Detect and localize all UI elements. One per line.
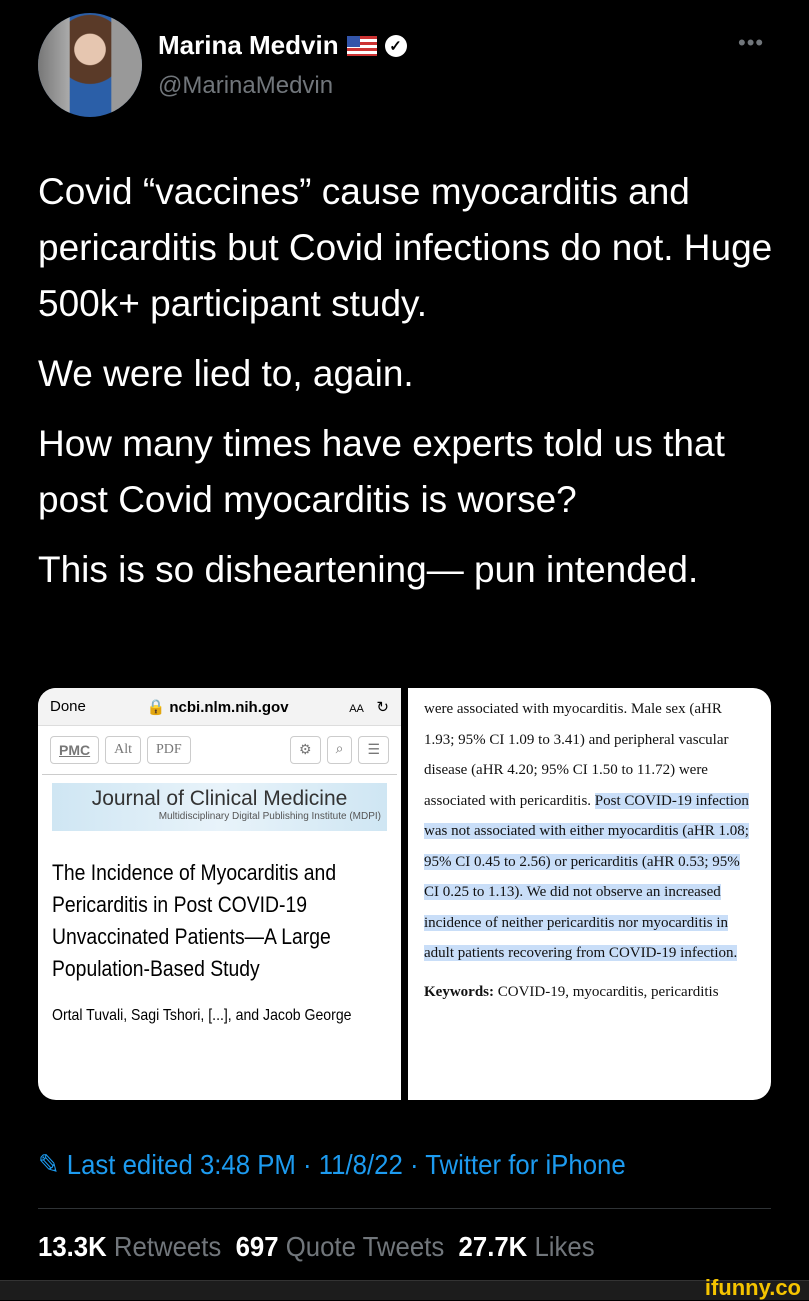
reader-controls xyxy=(349,698,389,716)
us-flag-icon xyxy=(347,36,377,56)
avatar[interactable] xyxy=(38,13,142,117)
tweet-text xyxy=(38,164,778,612)
journal-name: Journal of Clinical Medicine xyxy=(91,787,348,810)
alt-button: Alt xyxy=(105,736,141,764)
url: ncbi.nlm.nih.gov xyxy=(169,698,289,716)
edited-timestamp: Last edited 3:48 PM · 11/8/22 · Twitter for iPhone xyxy=(66,1149,626,1180)
like-count[interactable]: 27.7K xyxy=(458,1231,528,1262)
tweet-paragraph: We were lied to, again. xyxy=(38,353,414,394)
likes-label[interactable]: Likes xyxy=(534,1231,595,1262)
ifunny-logo: ifunny.co xyxy=(704,1275,801,1300)
tweet-stats xyxy=(38,1231,595,1263)
reload-icon: ↻ xyxy=(376,698,389,716)
display-name: Marina Medvin xyxy=(158,30,339,60)
pmc-button: PMC xyxy=(50,736,99,764)
user-handle[interactable]: @MarinaMedvin xyxy=(158,72,334,99)
tweet-paragraph: How many times have experts told us that post Covid myocarditis is worse? xyxy=(38,423,725,520)
abstract-before: were associated with myocarditis. Male sex (aHR 1.93; 95% CI 1.09 to 3.41) and peripheral vascular disease (aHR 4.20; 95% CI 1.50 to 11.72) were associated with pericarditis. xyxy=(424,701,729,809)
abstract-highlight: Post COVID-19 infection was not associated with either myocarditis (aHR 1.08; 95% CI 0.45 to 2.56) or pericarditis (aHR 0.53; 95% CI 0.25 to 1.13). We did not observe an increased incidence of neither pericarditis nor myocarditis in adult patients recovering from COVID-19 infection. xyxy=(424,792,749,961)
url-text: 🔒 ncbi.nlm.nih.gov xyxy=(146,698,289,716)
media-image-1[interactable] xyxy=(38,688,401,1100)
tweet-paragraph: This is so disheartening— pun intended. xyxy=(38,549,699,590)
media-image-2[interactable] xyxy=(408,688,771,1100)
list-icon: ☰ xyxy=(358,736,389,764)
tweet-meta[interactable] xyxy=(38,1148,626,1181)
quote-count[interactable]: 697 xyxy=(235,1231,279,1262)
retweets-label[interactable]: Retweets xyxy=(113,1231,222,1262)
divider xyxy=(38,1208,771,1209)
more-options-icon[interactable]: ••• xyxy=(738,30,765,55)
article-title: The Incidence of Myocarditis and Pericarditis in Post COVID-19 Unvaccinated Patients—A Large Population-Based Study xyxy=(52,860,337,981)
quotes-label[interactable]: Quote Tweets xyxy=(285,1231,445,1262)
keywords-label: Keywords: xyxy=(424,983,494,1000)
edit-pencil-icon: ✎ xyxy=(38,1149,60,1180)
retweet-count[interactable]: 13.3K xyxy=(38,1231,107,1262)
done-button: Done xyxy=(50,698,86,715)
browser-bar xyxy=(38,688,401,726)
search-icon: ⌕ xyxy=(327,736,353,764)
keywords xyxy=(424,977,755,1008)
tweet-paragraph: Covid “vaccines” cause myocarditis and pericarditis but Covid infections do not. Huge 500k+ participant study. xyxy=(38,171,773,324)
text-size-button: AA xyxy=(349,702,364,715)
verified-badge-icon: ✓ xyxy=(385,35,407,57)
gear-icon: ⚙ xyxy=(290,736,321,764)
abstract-text xyxy=(408,688,771,1013)
journal-banner xyxy=(52,783,387,831)
keywords-list: COVID-19, myocarditis, pericarditis xyxy=(494,983,719,1000)
article-authors: Ortal Tuvali, Sagi Tshori, [...], and Jacob George xyxy=(52,1007,352,1024)
article-toolbar xyxy=(42,726,397,775)
publisher: Multidisciplinary Digital Publishing Institute (MDPI) xyxy=(158,811,381,822)
pdf-button: PDF xyxy=(147,736,191,764)
display-name-row[interactable] xyxy=(158,30,407,61)
watermark-bar xyxy=(0,1275,809,1300)
